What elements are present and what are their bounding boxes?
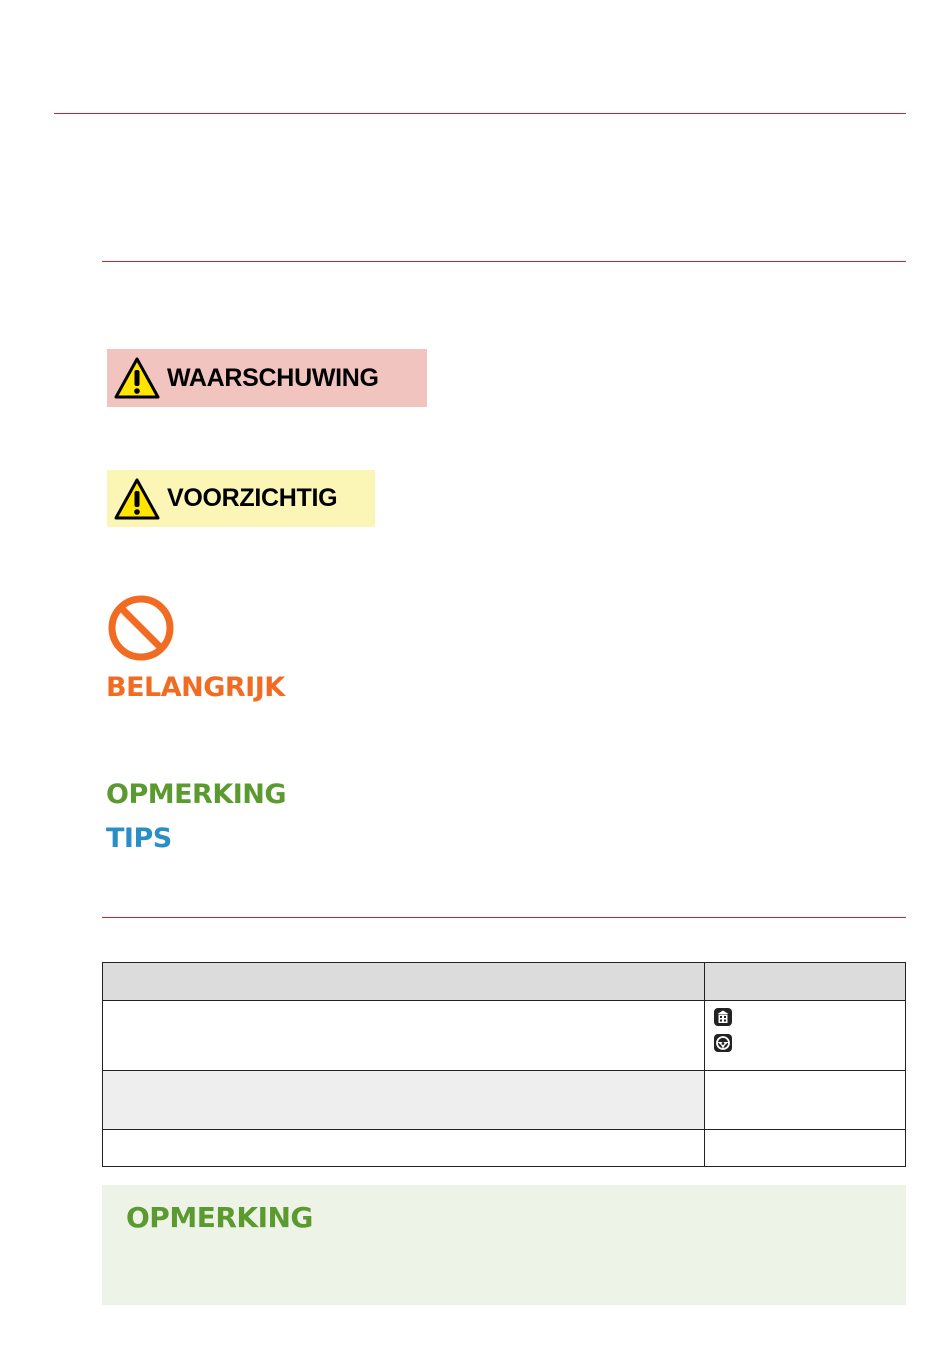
steering-wheel-icon [713,1033,733,1053]
icon-table [102,962,906,1167]
table-cell [705,1130,906,1167]
warning-triangle-icon [113,356,161,400]
caution-label-text: VOORZICHTIG [167,484,338,512]
table-header-cell [705,963,906,1001]
section-divider-lower [102,917,906,918]
prohibited-icon [107,594,175,662]
table-cell [705,1071,906,1130]
tips-heading: TIPS [106,823,172,854]
warning-label-text: WAARSCHUWING [167,363,379,392]
caution-triangle-icon [113,477,161,521]
table-header-row [103,963,906,1001]
note-panel [102,1185,906,1305]
note-panel-title: OPMERKING [126,1201,313,1234]
table-cell [103,1130,705,1167]
table-row [103,1071,906,1130]
building-icon [713,1007,733,1027]
table-cell [705,1001,906,1071]
table-cell [103,1001,705,1071]
table-row [103,1001,906,1071]
note-heading: OPMERKING [106,779,287,810]
table-cell [103,1071,705,1130]
caution-label [107,470,375,527]
section-divider [102,261,906,262]
table-header-cell [103,963,705,1001]
warning-label [107,349,427,407]
top-divider [54,113,906,114]
important-heading: BELANGRIJK [106,672,285,703]
table-row [103,1130,906,1167]
